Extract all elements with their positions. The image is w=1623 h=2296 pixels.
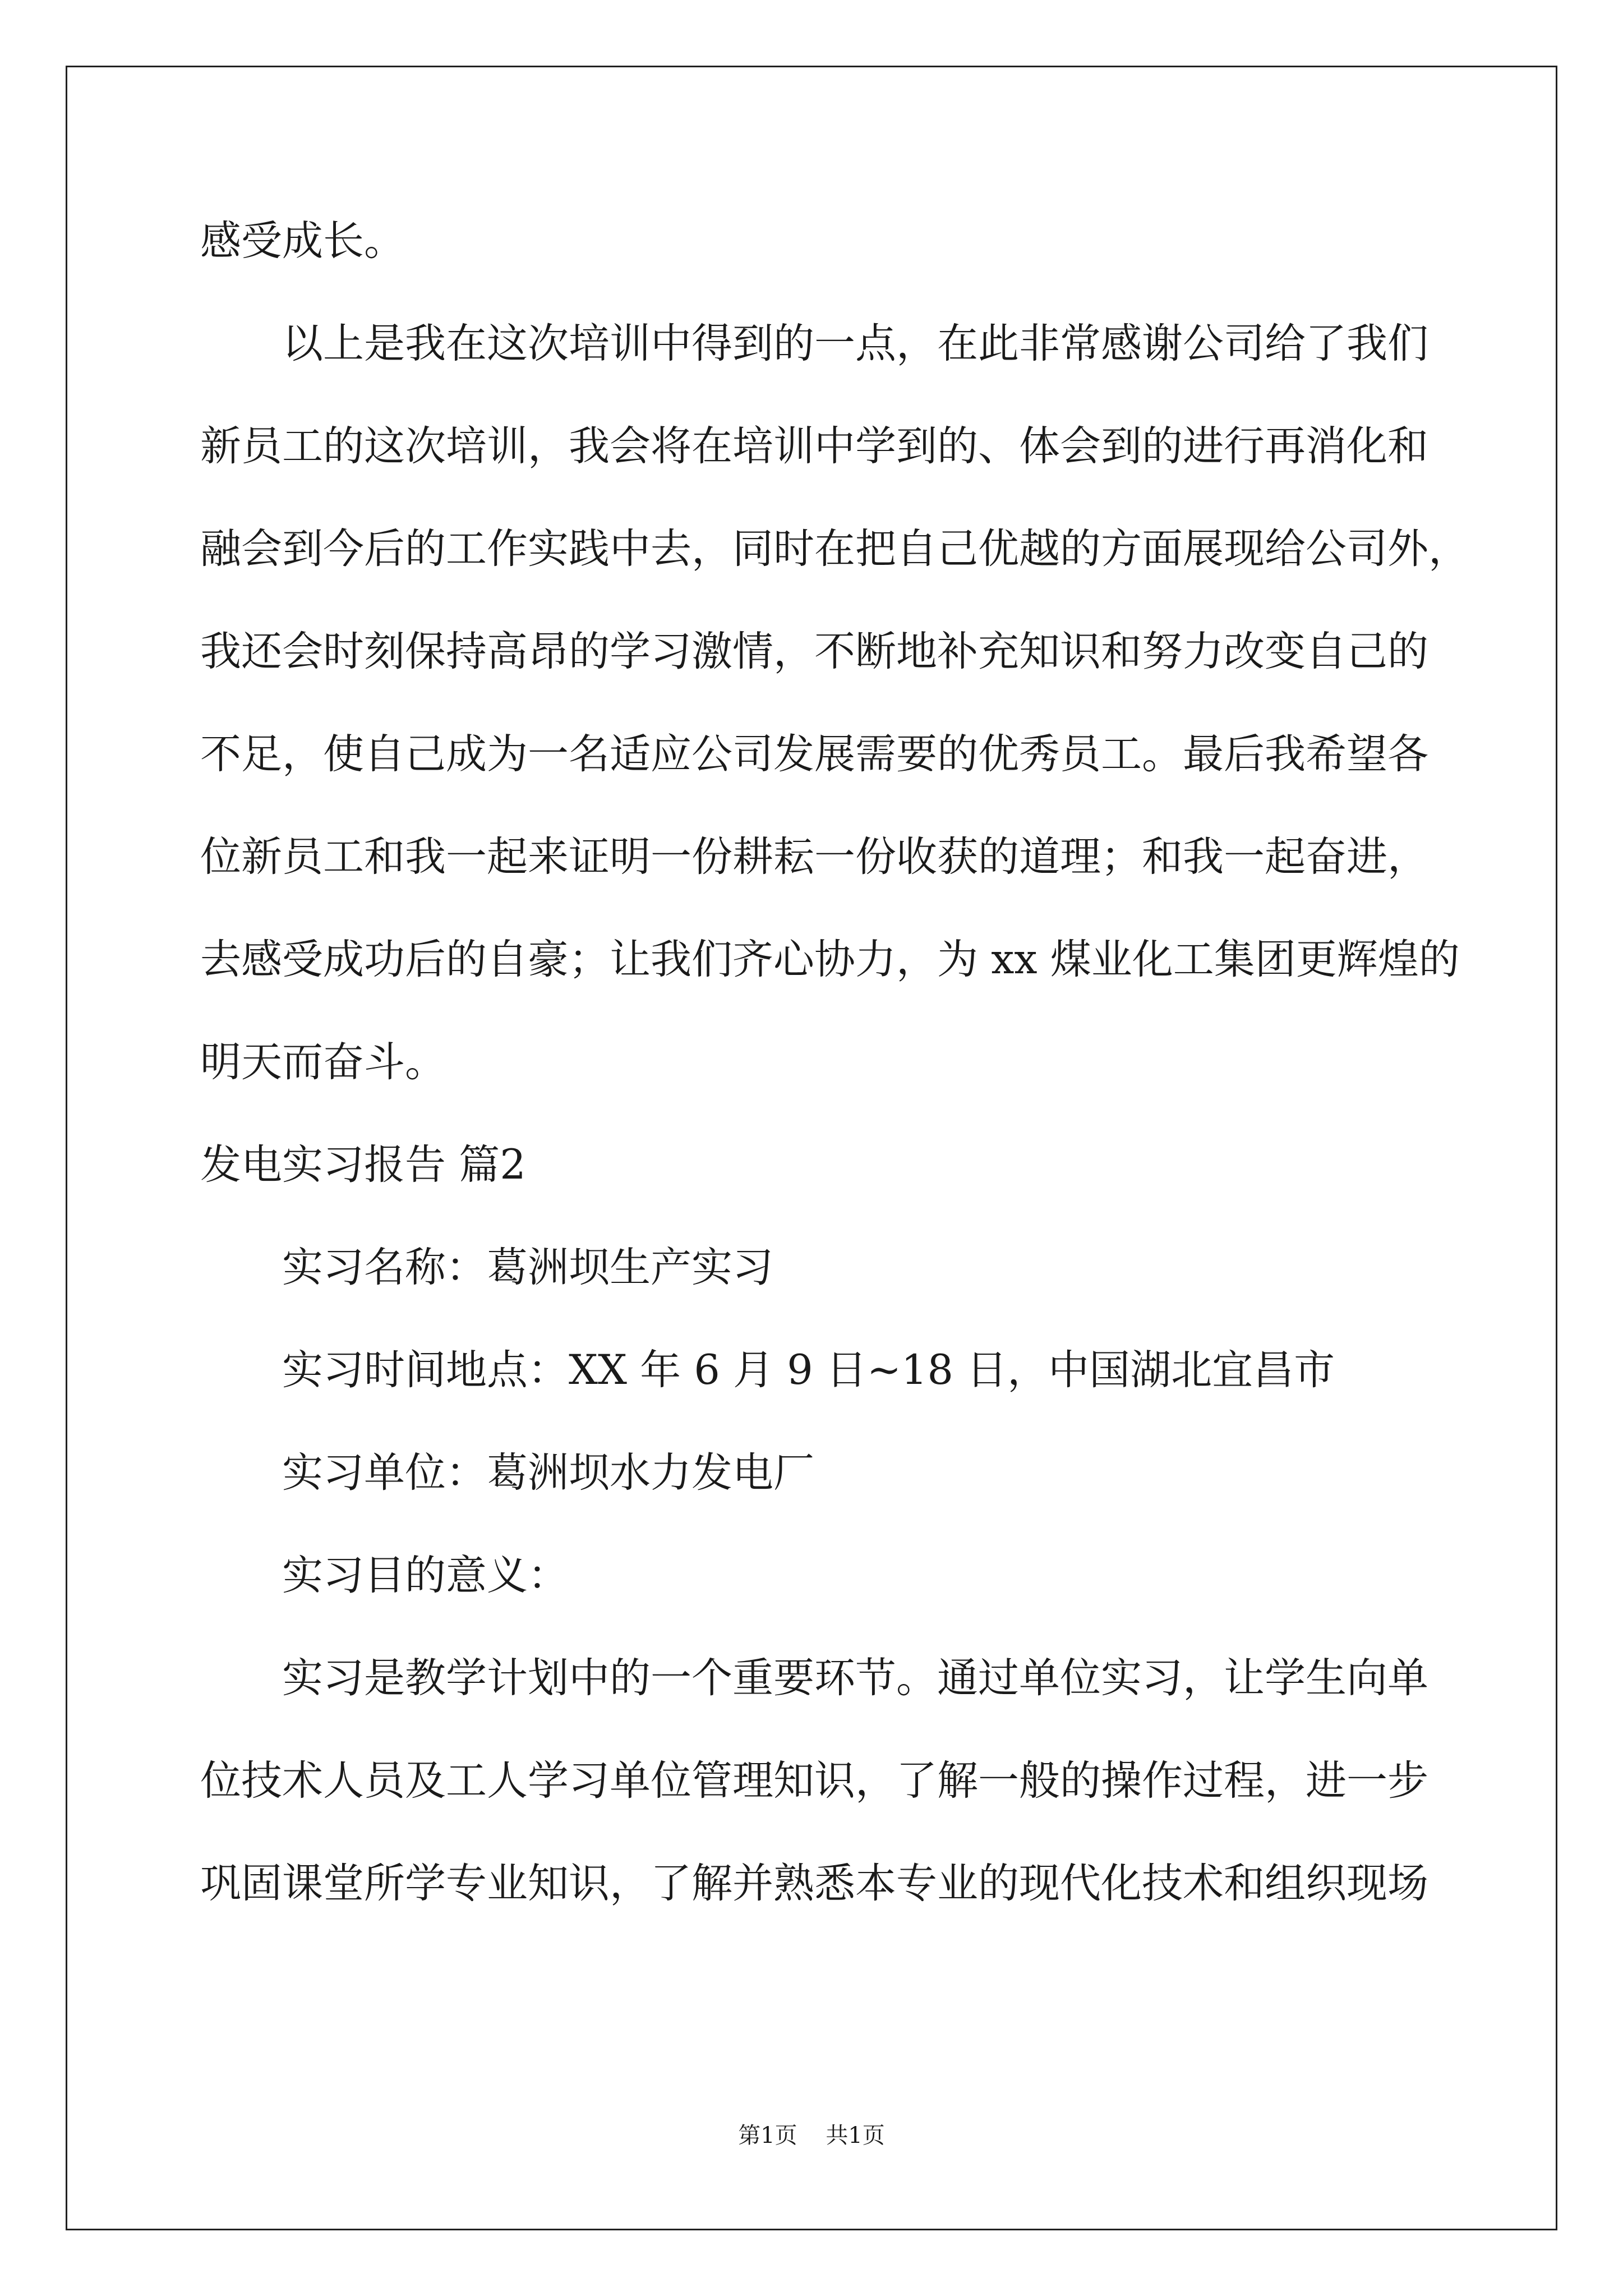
text-line: 感受成长。 xyxy=(200,217,405,265)
info-line: 实习名称：葛洲坝生产实习 xyxy=(282,1244,773,1291)
text-line: 不足，使自己成为一名适应公司发展需要的优秀员工。最后我希望各 xyxy=(200,730,1428,778)
section-heading: 发电实习报告 篇2 xyxy=(200,1141,526,1189)
info-line: 实习目的意义： xyxy=(282,1552,569,1599)
text-line: 我还会时刻保持高昂的学习激情，不断地补充知识和努力改变自己的 xyxy=(200,628,1428,675)
page-number: 第1页 xyxy=(738,2123,797,2148)
info-line: 实习单位：葛洲坝水力发电厂 xyxy=(282,1449,814,1497)
text-line: 新员工的这次培训，我会将在培训中学到的、体会到的进行再消化和 xyxy=(200,422,1428,470)
text-line: 巩固课堂所学专业知识，了解并熟悉本专业的现代化技术和组织现场 xyxy=(200,1860,1428,1907)
text-line: 融会到今后的工作实践中去，同时在把自己优越的方面展现给公司外， xyxy=(200,525,1469,573)
page-footer xyxy=(0,2118,1623,2150)
info-line: 实习时间地点：XX 年 6 月 9 日~18 日，中国湖北宜昌市 xyxy=(282,1346,1335,1394)
page-total: 共1页 xyxy=(826,2123,885,2148)
text-line: 明天而奋斗。 xyxy=(200,1038,446,1086)
text-line: 实习是教学计划中的一个重要环节。通过单位实习，让学生向单 xyxy=(282,1654,1428,1702)
text-line: 以上是我在这次培训中得到的一点，在此非常感谢公司给了我们 xyxy=(282,320,1428,367)
text-line: 位技术人员及工人学习单位管理知识，了解一般的操作过程，进一步 xyxy=(200,1757,1428,1805)
text-line: 去感受成功后的自豪；让我们齐心协力，为 xx 煤业化工集团更辉煌的 xyxy=(200,936,1460,983)
text-line: 位新员工和我一起来证明一份耕耘一份收获的道理；和我一起奋进， xyxy=(200,833,1428,881)
